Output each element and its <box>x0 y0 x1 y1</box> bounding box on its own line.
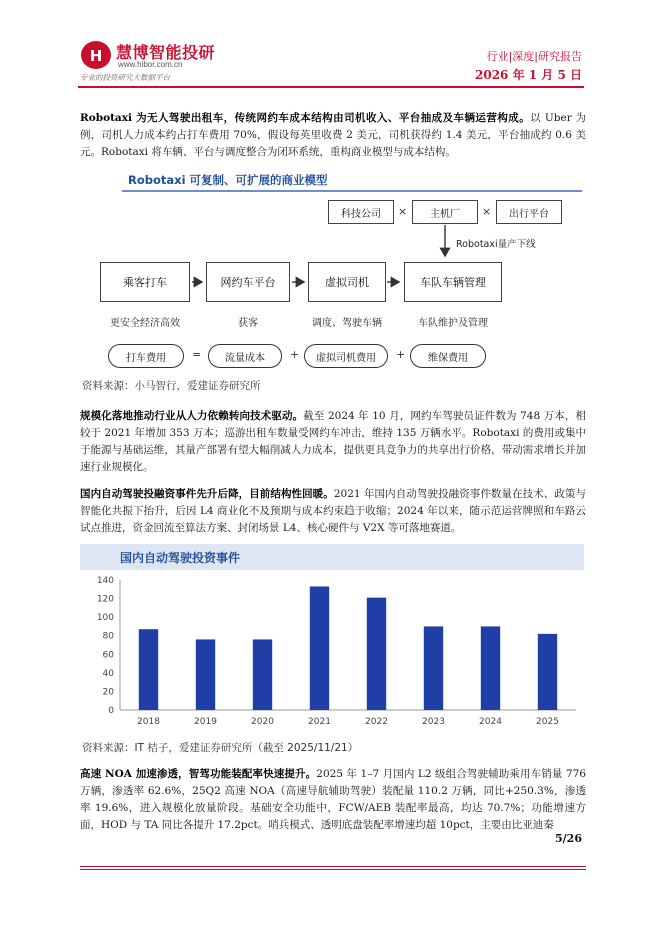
box-ride-platform: 网约车平台 <box>206 262 290 302</box>
y-tick-label: 0 <box>108 706 114 716</box>
figure1-source: 资料来源：小马智行，爱建证券研究所 <box>82 380 261 392</box>
paragraph-body: 截至 2024 年 10 月，网约车驾驶员证件数为 748 万本，相较于 2021 年增加 353 万本；巡游出租车数量受网约车冲击，维持 135 万辆水平。Robotaxi 的费用或集中于能源与基础运维，其量产部署有望大幅削减人力成本，提供更具竞争力的共享出行价格，带动需求增长并加速行业规模化。 <box>80 410 586 473</box>
paragraph-lead: Robotaxi 为无人驾驶出租车，传统网约车成本结构由司机收入、平台抽成及车辆运营构成。 <box>80 112 531 124</box>
x-tick-label: 2020 <box>251 717 274 727</box>
paragraph-scale-deployment <box>80 408 586 476</box>
footer-divider <box>80 866 586 867</box>
bar-2021 <box>310 587 329 711</box>
paragraph-lead: 高速 NOA 加速渗透，智驾功能装配率快速提升。 <box>80 768 317 780</box>
footer-divider <box>80 869 586 870</box>
hibor-logo-icon <box>80 40 112 70</box>
paragraph-robotaxi-cost <box>80 110 586 161</box>
bar-2025 <box>538 634 557 710</box>
paragraph-investment-trend <box>80 486 586 537</box>
paragraph-body: 2021 年国内自动驾驶投融资事件数量在技术、政策与智能化共振下抬升，后因 L4 商业化不及预期与成本约束趋于收缩；2024 年以来，随示范运营牌照和车路云试点推进，资金回流至算法方案、封闭场景 L4、核心硬件与 V2X 等可落地赛道。 <box>80 488 587 534</box>
figure2-source: 资料来源：IT 桔子，爱建证券研究所（截至 2025/11/21） <box>82 742 359 754</box>
bar-2020 <box>253 639 272 710</box>
bar-2019 <box>196 639 215 710</box>
x-tick-label: 2025 <box>536 717 559 727</box>
y-tick-label: 20 <box>102 687 114 698</box>
y-tick-label: 60 <box>102 650 114 661</box>
brand-name: 慧博智能投研 <box>116 43 216 62</box>
equals-symbol: = <box>192 348 202 361</box>
bar-2024 <box>481 626 500 710</box>
y-tick-label: 120 <box>96 594 114 605</box>
pill-fare: 打车费用 <box>108 344 184 368</box>
pill-virtual-driver-cost: 虚拟司机费用 <box>304 344 388 368</box>
box-virtual-driver: 虚拟司机 <box>308 262 386 302</box>
bar-2018 <box>139 629 158 710</box>
times-symbol: × <box>398 205 408 218</box>
header-divider <box>78 86 584 88</box>
paragraph-noa-penetration <box>80 766 586 834</box>
y-tick-label: 140 <box>96 576 114 586</box>
subtitle-passenger: 更安全经济高效 <box>110 318 180 329</box>
subtitle-virtual-driver: 调度、驾驶车辆 <box>312 318 382 329</box>
plus-symbol: + <box>396 348 406 361</box>
paragraph-lead: 规模化落地推动行业从人力依赖转向技术驱动。 <box>80 410 304 422</box>
brand-url: www.hibor.com.cn <box>118 60 183 69</box>
investment-events-chart <box>80 572 584 734</box>
bar-2022 <box>367 598 386 710</box>
y-tick-label: 40 <box>102 668 114 679</box>
svg-text:H: H <box>89 47 103 65</box>
report-date: 2026 年 1 月 5 日 <box>475 68 582 82</box>
plus-symbol: + <box>290 348 300 361</box>
x-tick-label: 2019 <box>194 717 217 727</box>
x-tick-label: 2022 <box>365 717 388 727</box>
pill-traffic-cost: 流量成本 <box>208 344 282 368</box>
box-tech-company: 科技公司 <box>328 200 394 224</box>
figure1-title-rule <box>122 190 582 192</box>
x-tick-label: 2018 <box>137 717 160 727</box>
paragraph-lead: 国内自动驾驶投融资事件先升后降，目前结构性回暖。 <box>80 488 334 500</box>
pill-maintenance-cost: 维保费用 <box>410 344 486 368</box>
arrow-label: Robotaxi量产下线 <box>456 239 536 250</box>
x-tick-label: 2023 <box>422 717 445 727</box>
box-passenger: 乘客打车 <box>100 262 190 302</box>
y-tick-label: 100 <box>96 613 114 624</box>
times-symbol: × <box>482 205 492 218</box>
x-tick-label: 2024 <box>479 717 502 727</box>
figure1-title: Robotaxi 可复制、可扩展的商业模型 <box>128 173 328 187</box>
paragraph-body: 以 Uber 为例，司机人力成本约占打车费用 70%，假设每英里收费 2 美元，司机获得约 1.4 美元，平台抽成约 0.6 美元。Robotaxi 将车辆、平台与调度整合为闭环系统，重构商业模型与成本结构。 <box>80 112 586 158</box>
bar-2023 <box>424 626 443 710</box>
page-number: 5/26 <box>555 832 582 845</box>
report-tags: 行业|深度|研究报告 <box>486 50 582 63</box>
box-fleet-management: 车队车辆管理 <box>404 262 502 302</box>
subtitle-platform: 获客 <box>238 318 258 329</box>
box-oem: 主机厂 <box>412 200 478 224</box>
box-mobility-platform: 出行平台 <box>496 200 562 224</box>
paragraph-body: 2025 年 1–7 月国内 L2 级组合驾驶辅助乘用车销量 776 万辆，渗透率 62.6%，25Q2 高速 NOA（高速导航辅助驾驶）装配量 110.2 万辆，同比+250.3%，渗透率 19.6%，进入规模化放量阶段。基础安全功能中，FCW/AEB 装配率最高，均达 70.7%；功能增速方面，HOD 与 TA 同比各提升 17.2pct。哨兵模式、透明底盘装配率增速均超 10pct，主要由比亚迪秦 <box>80 768 586 831</box>
subtitle-fleet: 车队维护及管理 <box>418 318 488 329</box>
brand-slogan: 专业的投资研究大数据平台 <box>80 73 170 82</box>
y-tick-label: 80 <box>102 631 114 642</box>
x-tick-label: 2021 <box>308 717 331 727</box>
figure2-title: 国内自动驾驶投资事件 <box>120 551 241 565</box>
